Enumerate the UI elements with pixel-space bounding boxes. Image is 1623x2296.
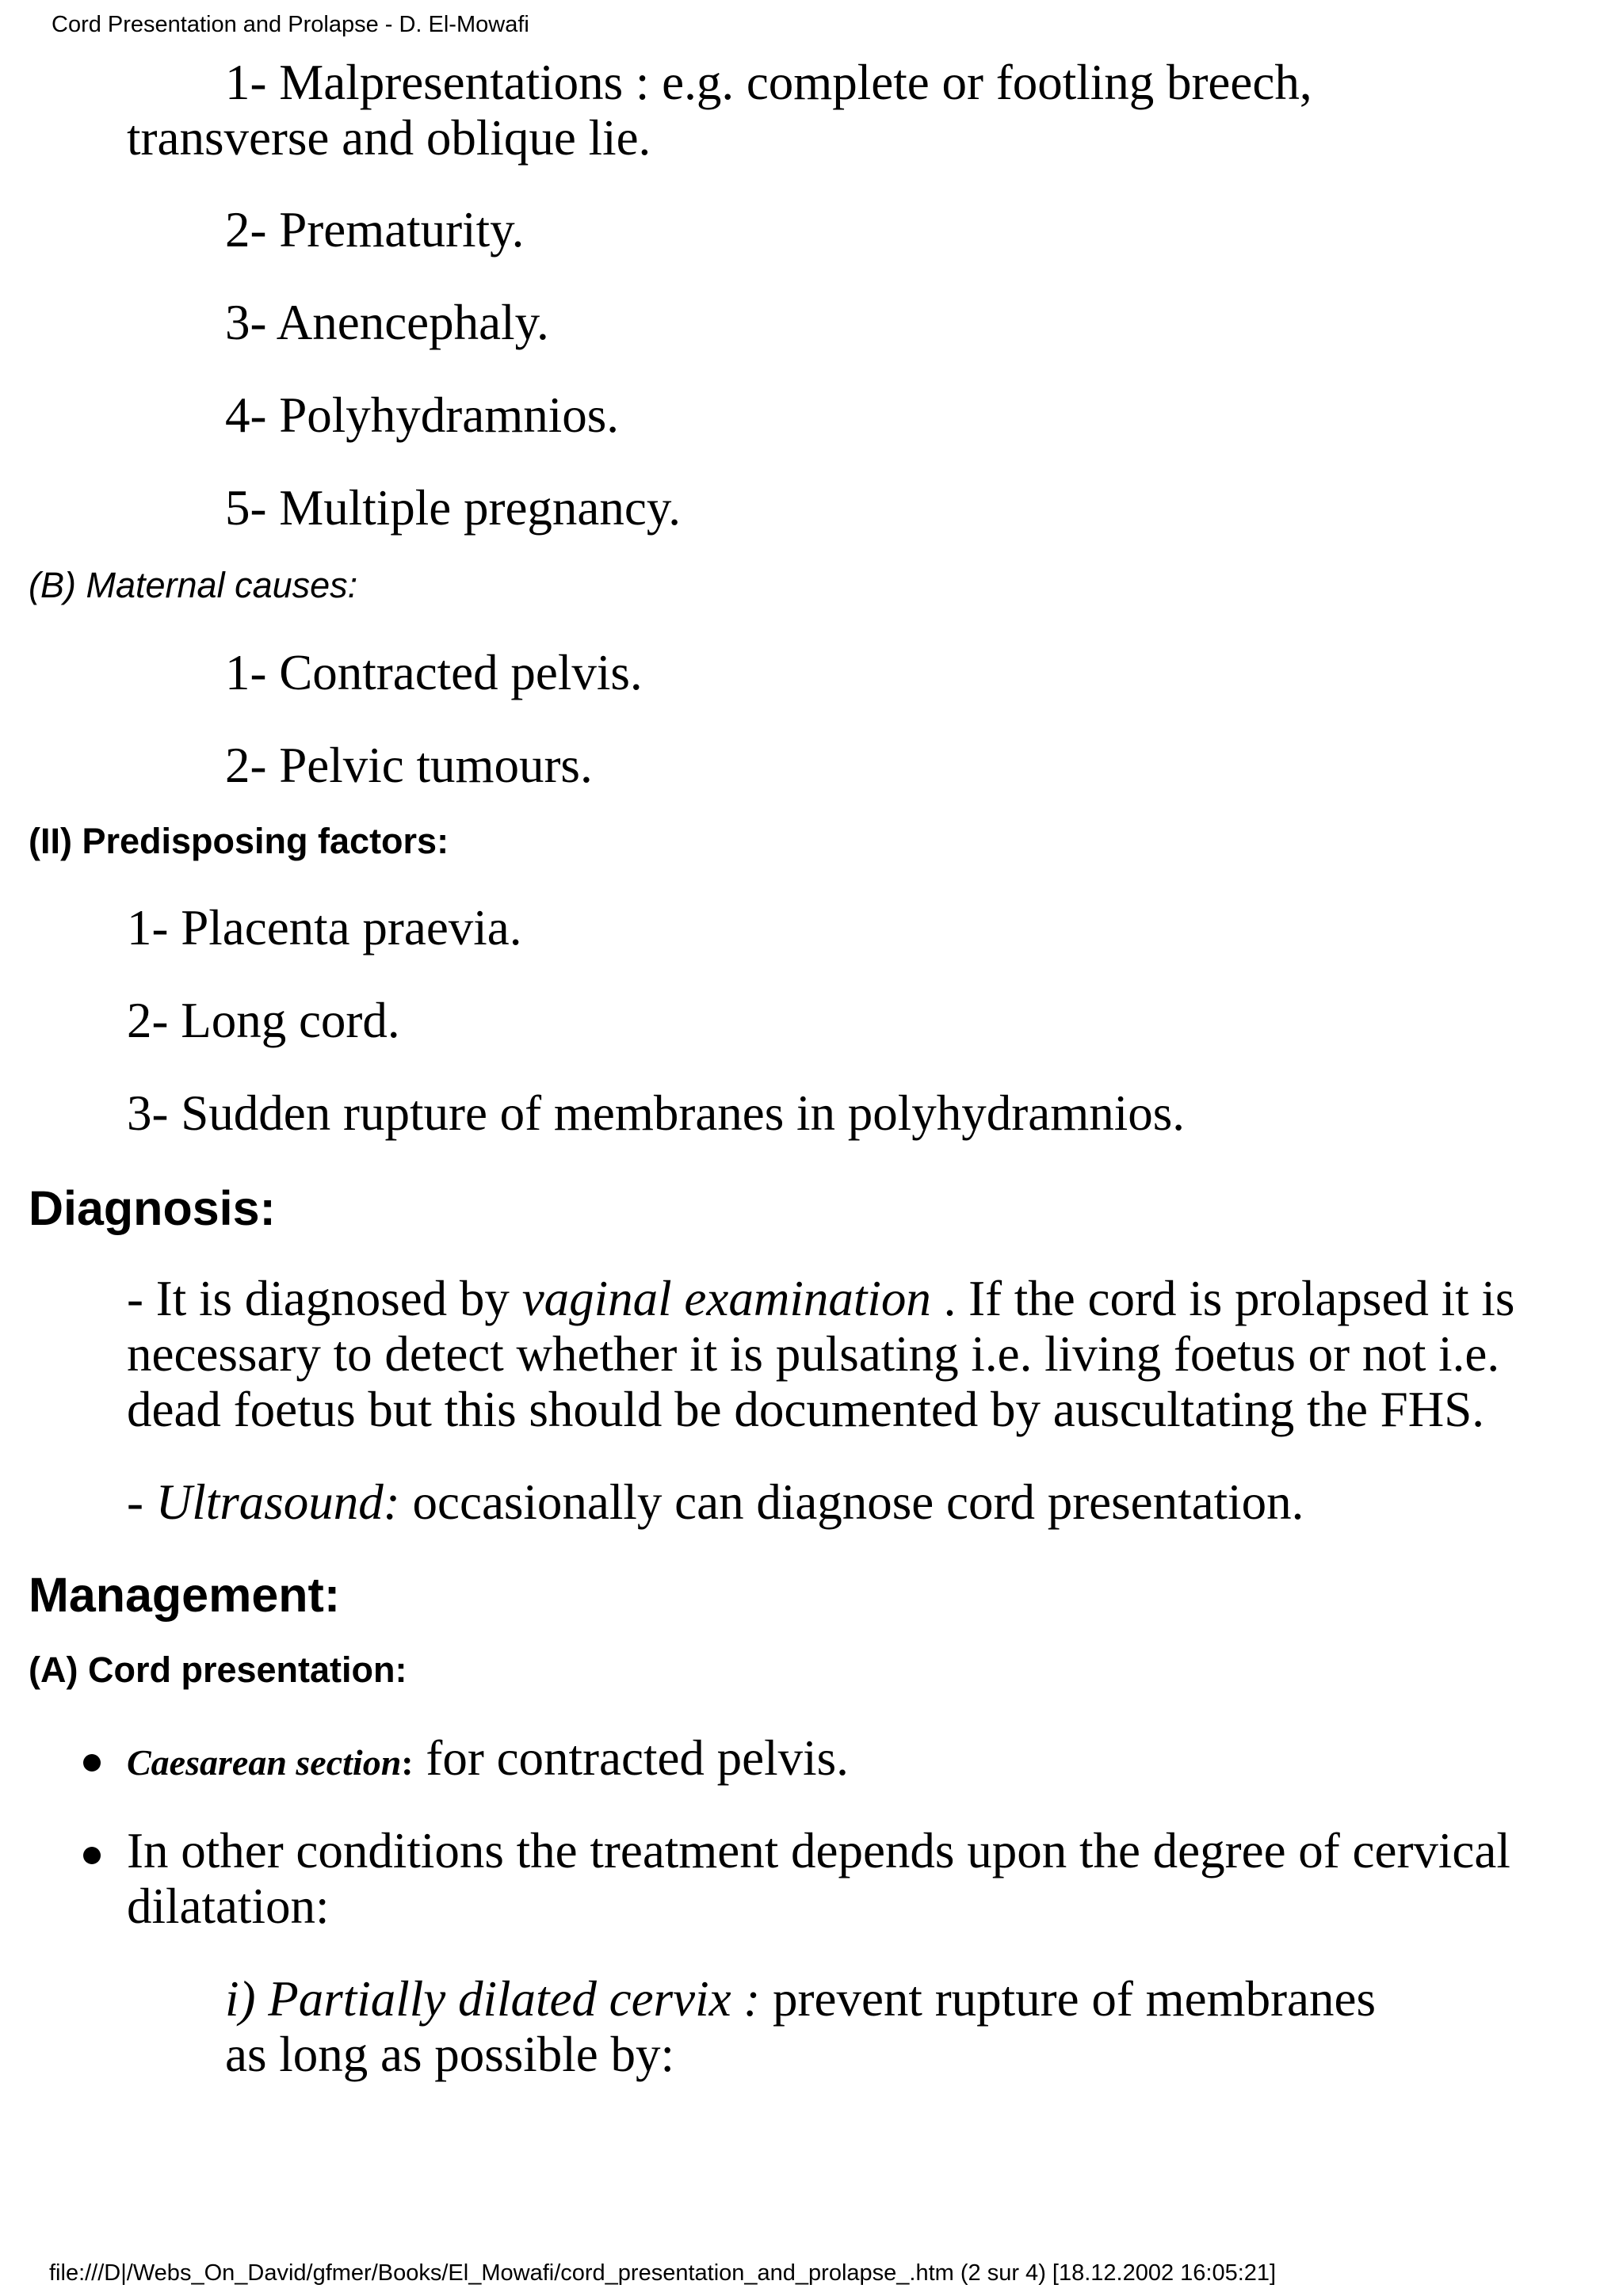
partially-dilated-cervix-continued: as long as possible by:: [225, 2027, 674, 2082]
management-heading: Management:: [29, 1568, 341, 1622]
cord-presentation-subheading: (A) Cord presentation:: [29, 1650, 407, 1690]
maternal-cause-item-2: 2- Pelvic tumours.: [225, 738, 593, 793]
fetal-cause-item-1-continued: transverse and oblique lie.: [127, 110, 651, 166]
caesarean-section-text: for contracted pelvis.: [413, 1730, 849, 1786]
maternal-cause-item-1: 1- Contracted pelvis.: [225, 645, 643, 700]
page-footer-path: file:///D|/Webs_On_David/gfmer/Books/El_Mowafi/cord_presentation_and_prolapse_.htm (2 sur 4) [18.12.2002 16:05:21]: [49, 2260, 1277, 2286]
partially-dilated-cervix-text: prevent rupture of membranes: [760, 1971, 1376, 2027]
page-header-title: Cord Presentation and Prolapse - D. El-Mowafi: [52, 12, 529, 37]
predisposing-item-3: 3- Sudden rupture of membranes in polyhydramnios.: [127, 1085, 1185, 1141]
fetal-cause-item-1: 1- Malpresentations : e.g. complete or footling breech,: [225, 55, 1312, 110]
fetal-cause-item-2: 2- Prematurity.: [225, 202, 525, 257]
diagnosis-paragraph-line-3: dead foetus but this should be documented by auscultating the FHS.: [127, 1382, 1484, 1437]
diagnosis-paragraph-line-2: necessary to detect whether it is pulsating i.e. living foetus or not i.e.: [127, 1326, 1500, 1382]
ultrasound-emphasis: Ultrasound:: [155, 1474, 400, 1530]
diagnosis-ultrasound-line: [127, 1474, 1304, 1530]
ultrasound-text: occasionally can diagnose cord presentation.: [399, 1474, 1304, 1530]
caesarean-section-colon: :: [401, 1742, 414, 1783]
diagnosis-heading: Diagnosis:: [29, 1181, 276, 1235]
bullet-dot-icon: [83, 1847, 101, 1864]
predisposing-factors-heading: (II) Predisposing factors:: [29, 821, 449, 861]
diagnosis-text-suffix: . If the cord is prolapsed it is: [930, 1271, 1515, 1326]
bullet-item-other-conditions: In other conditions the treatment depends upon the degree of cervical: [127, 1823, 1510, 1878]
diagnosis-paragraph-line-1: [127, 1271, 1514, 1326]
diagnosis-method-emphasis: vaginal examination: [521, 1271, 931, 1326]
diagnosis-text-prefix: - It is diagnosed by: [127, 1271, 522, 1326]
partially-dilated-cervix-label: i) Partially dilated cervix :: [225, 1971, 761, 2027]
bullet-dot-icon: [83, 1754, 101, 1772]
predisposing-item-2: 2- Long cord.: [127, 993, 400, 1048]
fetal-cause-item-5: 5- Multiple pregnancy.: [225, 480, 681, 536]
ultrasound-prefix: -: [127, 1474, 156, 1530]
maternal-causes-heading: (B) Maternal causes:: [29, 565, 358, 605]
partially-dilated-cervix-line: [225, 1971, 1376, 2027]
predisposing-item-1: 1- Placenta praevia.: [127, 900, 522, 955]
bullet-item-other-conditions-continued: dilatation:: [127, 1878, 330, 1934]
bullet-item-caesarean: [127, 1730, 849, 1799]
caesarean-section-label: Caesarean section: [127, 1742, 402, 1783]
fetal-cause-item-4: 4- Polyhydramnios.: [225, 387, 619, 443]
fetal-cause-item-3: 3- Anencephaly.: [225, 295, 549, 350]
